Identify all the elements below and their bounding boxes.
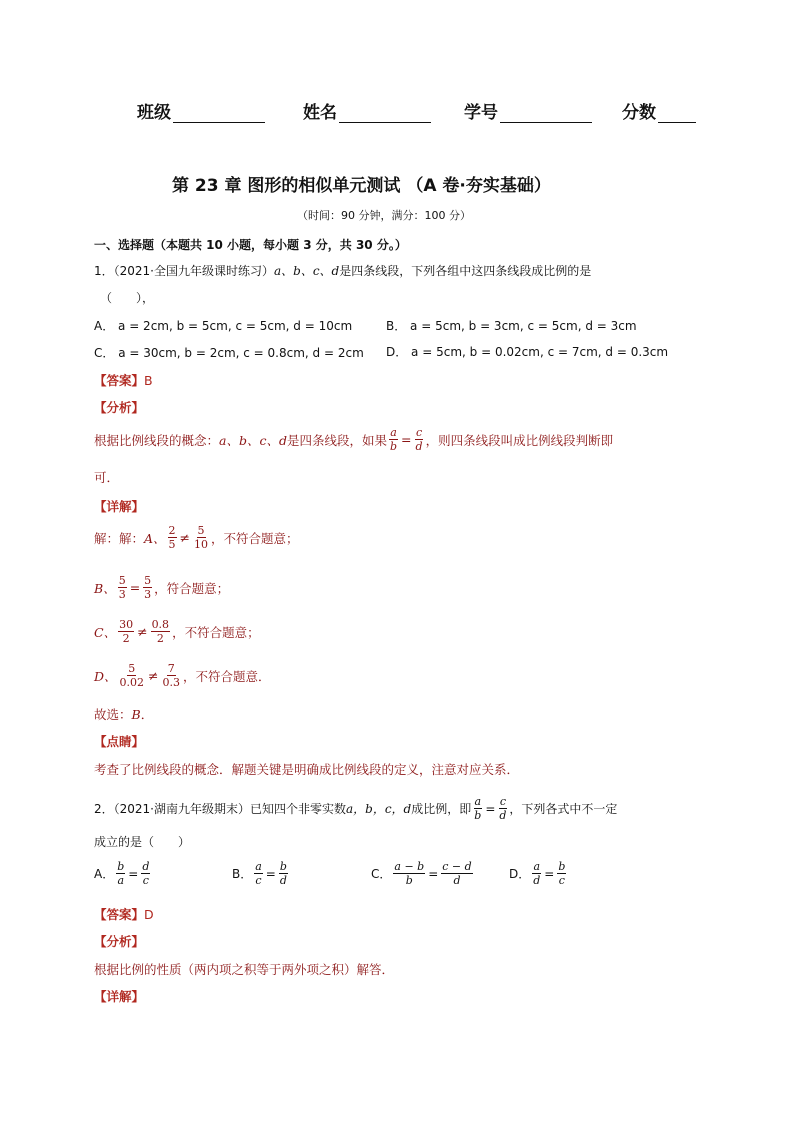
q1-option-b: B． a = 5cm, b = 3cm, c = 5cm, d = 3cm — [386, 319, 637, 333]
q1-detail-b-tail: ，符合题意； — [154, 580, 230, 596]
q2-stem — [94, 795, 617, 822]
q1-stem-line2: （ ）， — [100, 291, 155, 305]
q1-answer-value: B — [144, 373, 153, 388]
q1-detail-d-frac2: $\frac{7}{0.3}$ — [162, 662, 181, 689]
q1-detail-b-frac2: $\frac{5}{3}$ — [144, 574, 152, 601]
q1-stem-source: 1．（2021·全国九年级课时练习） — [94, 264, 274, 278]
equals-sign: = — [265, 866, 276, 881]
equals-sign: = — [485, 801, 496, 816]
q2-stem-frac1: $\frac{a}{b}$ — [474, 795, 482, 822]
q2-option-c-frac2: $\frac{c - d}{d}$ — [442, 860, 472, 887]
student-id-field — [464, 98, 592, 123]
score-blank — [658, 104, 696, 123]
q1-detail-d-label: D、 — [94, 668, 117, 684]
score-label: 分数 — [622, 103, 656, 123]
q1-option-d: D． a = 5cm, b = 0.02cm, c = 7cm, d = 0.3cm — [386, 345, 669, 359]
q1-detail-d-tail: ，不符合题意． — [183, 668, 271, 684]
q1-answer-tag: 【答案】 — [94, 373, 145, 388]
q1-stem-vars: a、b、c、d — [274, 264, 340, 278]
q1-detail-a-frac2: $\frac{5}{10}$ — [194, 524, 209, 551]
q2-option-b — [232, 860, 290, 887]
q1-point-tag: 【点睛】 — [94, 734, 145, 749]
q1-answer — [94, 371, 153, 389]
page-title: 第 23 章 图形的相似单元测试 （A 卷·夯实基础） — [172, 176, 551, 196]
q1-detail-b-frac1: $\frac{5}{3}$ — [118, 574, 126, 601]
q1-detail-tag: 【详解】 — [94, 499, 145, 514]
q1-detail-d — [94, 662, 271, 689]
section-heading: 一、选择题（本题共 10 小题，每小题 3 分，共 30 分。） — [94, 238, 407, 252]
q2-option-c-label: C． — [371, 867, 392, 881]
q1-analysis-text-a: 根据比例线段的概念： — [94, 432, 220, 448]
q2-option-c — [371, 860, 475, 887]
q2-option-d-frac2: $\frac{b}{c}$ — [558, 860, 566, 887]
q1-detail-a-tail: ，不符合题意； — [211, 530, 299, 546]
q2-option-a-frac1: $\frac{b}{a}$ — [117, 860, 125, 887]
score-field — [622, 98, 696, 123]
not-equal-sign: ≠ — [148, 668, 159, 683]
equals-sign: = — [428, 866, 439, 881]
equals-sign: = — [544, 866, 555, 881]
q2-stem-vars: a，b，c，d — [346, 802, 412, 816]
class-blank — [173, 104, 265, 123]
q2-answer-tag: 【答案】 — [94, 907, 145, 922]
q2-stem-line2: 成立的是（ ） — [94, 835, 191, 849]
q1-choose — [94, 705, 153, 723]
q2-analysis-text: 根据比例的性质（两内项之积等于两外项之积）解答． — [94, 962, 395, 977]
q2-option-c-frac1: $\frac{a - b}{b}$ — [394, 860, 425, 887]
q1-choose-value: B — [131, 707, 141, 722]
q1-choose-tail: ． — [140, 707, 154, 722]
equals-sign: = — [401, 432, 412, 447]
q1-detail-b-label: B、 — [94, 580, 116, 596]
equals-sign: = — [129, 580, 141, 595]
q1-detail-c-tail: ，不符合题意； — [172, 624, 260, 640]
q1-analysis-fraction-right: $\frac{c}{d}$ — [415, 426, 423, 453]
student-id-blank — [500, 104, 592, 123]
q2-answer — [94, 905, 154, 923]
q1-detail-prefix: 解：解： — [94, 530, 145, 546]
q2-option-d-label: D． — [509, 867, 531, 881]
q1-choose-prefix: 故选： — [94, 707, 132, 722]
class-field — [137, 98, 265, 123]
class-label: 班级 — [137, 103, 171, 123]
name-field — [303, 98, 431, 123]
q2-option-b-frac1: $\frac{a}{c}$ — [255, 860, 262, 887]
q1-option-c: C． a = 30cm, b = 2cm, c = 0.8cm, d = 2cm — [94, 346, 364, 360]
q2-option-a — [94, 860, 152, 887]
q2-option-b-frac2: $\frac{b}{d}$ — [279, 860, 287, 887]
q1-detail-b — [94, 574, 229, 601]
q1-detail-c-frac2: $\frac{0.8}{2}$ — [151, 618, 170, 645]
name-label: 姓名 — [303, 103, 337, 123]
q1-analysis-text-c: ，则四条线段叫成比例线段判断即 — [425, 432, 614, 448]
q2-answer-value: D — [144, 907, 154, 922]
not-equal-sign: ≠ — [137, 624, 148, 639]
q1-detail-a-label: A、 — [144, 530, 166, 546]
page-subtitle: （时间：90 分钟，满分：100 分） — [297, 209, 471, 222]
q1-analysis-fraction-left: $\frac{a}{b}$ — [390, 426, 398, 453]
q1-analysis-text-b: 是四条线段，如果 — [286, 432, 387, 448]
student-id-label: 学号 — [464, 103, 498, 123]
q2-stem-text-c: ，下列各式中不一定 — [509, 802, 618, 816]
q2-option-a-frac2: $\frac{d}{c}$ — [142, 860, 150, 887]
q2-stem-frac2: $\frac{c}{d}$ — [499, 795, 507, 822]
q1-detail-c-frac1: $\frac{30}{2}$ — [119, 618, 134, 645]
q1-detail-a — [94, 524, 299, 551]
q2-detail-tag: 【详解】 — [94, 989, 145, 1004]
q1-detail-a-frac1: $\frac{2}{5}$ — [168, 524, 176, 551]
q1-analysis-vars: a、b、c、d — [219, 432, 287, 448]
q1-analysis — [94, 426, 613, 453]
q1-point-text: 考查了比例线段的概念．解题关键是明确成比例线段的定义，注意对应关系． — [94, 762, 520, 777]
not-equal-sign: ≠ — [179, 530, 191, 545]
q1-stem — [94, 262, 591, 279]
q1-analysis-line2: 可． — [94, 470, 120, 485]
q2-stem-source: 2．（2021·湖南九年级期末）已知四个非零实数 — [94, 802, 346, 816]
name-blank — [339, 104, 431, 123]
q2-analysis-tag: 【分析】 — [94, 934, 145, 949]
q1-detail-c-label: C、 — [94, 624, 117, 640]
q1-detail-c — [94, 618, 260, 645]
q2-option-a-label: A． — [94, 867, 115, 881]
q2-option-d — [509, 860, 568, 887]
q1-detail-d-frac1: $\frac{5}{0.02}$ — [119, 662, 145, 689]
q2-stem-text-b: 成比例，即 — [411, 802, 472, 816]
q1-option-a: A． a = 2cm, b = 5cm, c = 5cm, d = 10cm — [94, 319, 353, 333]
q1-stem-text: 是四条线段，下列各组中这四条线段成比例的是 — [339, 264, 592, 278]
q2-option-d-frac1: $\frac{a}{d}$ — [533, 860, 541, 887]
equals-sign: = — [128, 866, 139, 881]
q2-option-b-label: B． — [232, 867, 253, 881]
q1-analysis-tag: 【分析】 — [94, 400, 145, 415]
